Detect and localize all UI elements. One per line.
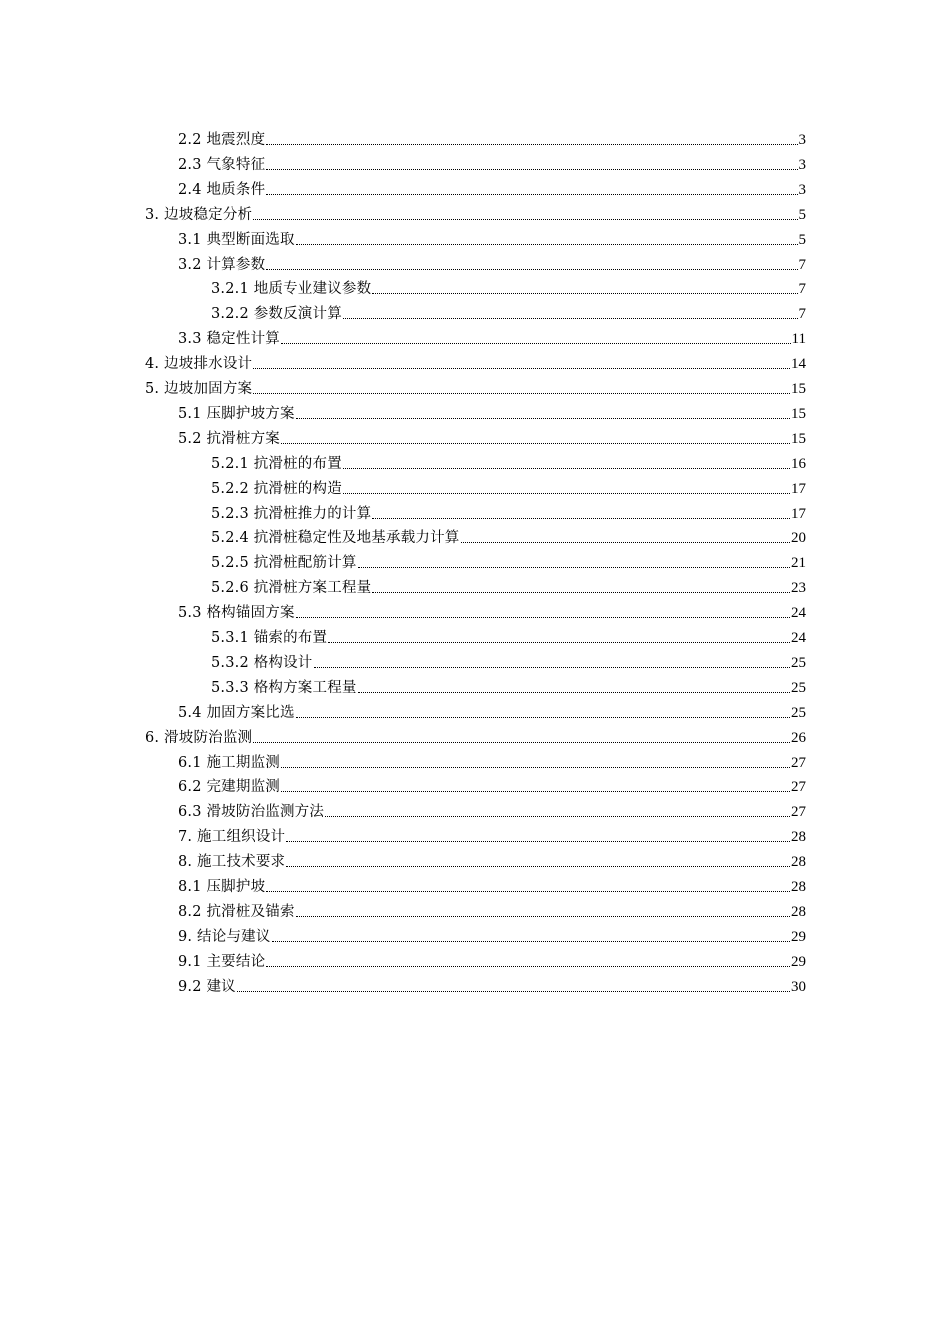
toc-entry[interactable] [178, 174, 806, 199]
toc-dot-leader [343, 317, 798, 319]
toc-dot-leader [296, 915, 790, 917]
toc-entry[interactable] [211, 473, 806, 498]
toc-entry-title: 3.2 计算参数 [178, 256, 266, 273]
toc-dot-leader [286, 865, 790, 867]
toc-dot-leader [286, 840, 790, 842]
toc-entry[interactable] [211, 672, 806, 697]
toc-entry[interactable] [178, 398, 806, 423]
toc-dot-leader [296, 616, 790, 618]
toc-entry-page-number: 26 [791, 729, 806, 746]
toc-entry-page-number: 27 [791, 754, 806, 771]
toc-entry-page-number: 30 [791, 978, 806, 995]
toc-entry-title: 8. 施工技术要求 [178, 854, 286, 871]
toc-entry-page-number: 29 [791, 928, 806, 945]
toc-entry-page-number: 27 [791, 779, 806, 796]
toc-dot-leader [253, 392, 790, 394]
toc-dot-leader [281, 342, 791, 344]
toc-dot-leader [358, 691, 790, 693]
toc-dot-leader [237, 990, 790, 992]
toc-entry-page-number: 25 [791, 679, 806, 696]
toc-dot-leader [372, 517, 790, 519]
toc-entry[interactable] [211, 522, 806, 547]
toc-entry-page-number: 28 [791, 854, 806, 871]
toc-entry[interactable] [211, 448, 806, 473]
toc-entry-page-number: 25 [791, 704, 806, 721]
toc-dot-leader [314, 666, 790, 668]
toc-dot-leader [266, 193, 797, 195]
toc-entry[interactable] [178, 224, 806, 249]
toc-dot-leader [343, 492, 790, 494]
toc-entry-title: 9.2 建议 [178, 978, 236, 995]
toc-entry[interactable] [178, 771, 806, 796]
toc-entry[interactable] [211, 298, 806, 323]
toc-entry-page-number: 16 [791, 455, 806, 472]
toc-entry-title: 5.3.3 格构方案工程量 [211, 679, 357, 696]
toc-entry-page-number: 11 [791, 331, 806, 348]
toc-entry[interactable] [178, 971, 806, 996]
toc-entry[interactable] [211, 498, 806, 523]
toc-entry-page-number: 28 [791, 879, 806, 895]
toc-entry-title: 5.2.2 抗滑桩的构造 [211, 480, 342, 497]
toc-dot-leader [281, 442, 790, 444]
toc-entry[interactable] [178, 871, 806, 896]
toc-entry[interactable] [145, 348, 806, 373]
toc-entry-page-number: 27 [791, 804, 806, 821]
toc-entry-title: 2.3 气象特征 [178, 156, 266, 173]
toc-entry-title: 5.4 加固方案比选 [178, 704, 295, 721]
toc-entry-title: 7. 施工组织设计 [178, 829, 286, 846]
toc-entry[interactable] [211, 273, 806, 298]
toc-entry[interactable] [211, 547, 806, 572]
toc-dot-leader [372, 591, 790, 593]
toc-dot-leader [343, 467, 790, 469]
toc-entry[interactable] [178, 921, 806, 946]
toc-entry-title: 9.1 主要结论 [178, 953, 266, 970]
toc-entry-title: 6.2 完建期监测 [178, 779, 280, 796]
toc-entry-title: 3.2.1 地质专业建议参数 [211, 281, 372, 298]
toc-dot-leader [461, 541, 790, 543]
toc-entry-page-number: 17 [791, 480, 806, 497]
toc-entry-title: 3.1 典型断面选取 [178, 231, 295, 248]
toc-dot-leader [272, 940, 790, 942]
toc-entry-title: 5.2.4 抗滑桩稳定性及地基承载力计算 [211, 530, 460, 547]
toc-dot-leader [328, 641, 790, 643]
toc-entry-page-number: 7 [798, 306, 806, 323]
toc-entry-page-number: 3 [798, 156, 806, 173]
toc-entry-page-number: 5 [798, 231, 806, 248]
toc-entry-title: 6.3 滑坡防治监测方法 [178, 804, 325, 821]
toc-entry-page-number: 3 [798, 132, 806, 148]
toc-dot-leader [266, 268, 797, 270]
toc-entry-title: 5.1 压脚护坡方案 [178, 405, 295, 422]
toc-entry-title: 5.3 格构锚固方案 [178, 605, 295, 622]
toc-entry[interactable] [211, 572, 806, 597]
toc-entry[interactable] [211, 622, 806, 647]
toc-entry-page-number: 20 [791, 530, 806, 547]
toc-dot-leader [296, 243, 798, 245]
toc-entry-page-number: 15 [791, 381, 806, 397]
toc-dot-leader [266, 965, 790, 967]
toc-entry-page-number: 5 [798, 206, 806, 223]
toc-entry[interactable] [178, 946, 806, 971]
toc-entry-page-number: 24 [791, 630, 806, 646]
toc-dot-leader [281, 766, 790, 768]
toc-dot-leader [372, 292, 797, 294]
toc-entry-title: 5.2.1 抗滑桩的布置 [211, 455, 342, 472]
toc-entry[interactable] [211, 647, 806, 672]
toc-entry-title: 5.2.3 抗滑桩推力的计算 [211, 505, 372, 522]
toc-entry-title: 5.2.6 抗滑桩方案工程量 [211, 580, 372, 597]
toc-entry[interactable] [178, 124, 806, 149]
toc-entry-title: 5.3.2 格构设计 [211, 654, 313, 671]
toc-entry-page-number: 28 [791, 829, 806, 846]
toc-entry-title: 8.1 压脚护坡 [178, 879, 266, 895]
toc-entry-page-number: 7 [798, 281, 806, 298]
toc-entry-title: 3. 边坡稳定分析 [145, 206, 253, 223]
toc-entry[interactable] [178, 423, 806, 448]
toc-entry-title: 5. 边坡加固方案 [145, 381, 253, 397]
toc-entry[interactable] [178, 896, 806, 921]
toc-entry[interactable] [145, 199, 806, 224]
toc-entry[interactable] [178, 846, 806, 871]
toc-dot-leader [253, 218, 797, 220]
toc-entry[interactable] [178, 597, 806, 622]
toc-entry-title: 9. 结论与建议 [178, 928, 271, 945]
toc-dot-leader [325, 815, 790, 817]
toc-dot-leader [296, 417, 790, 419]
toc-entry-title: 5.2 抗滑桩方案 [178, 430, 280, 447]
toc-entry-page-number: 24 [791, 605, 806, 622]
toc-entry[interactable] [178, 323, 806, 348]
toc-dot-leader [253, 741, 790, 743]
toc-dot-leader [266, 168, 797, 170]
toc-dot-leader [266, 890, 790, 892]
toc-entry-page-number: 15 [791, 430, 806, 447]
toc-entry-page-number: 28 [791, 903, 806, 920]
toc-entry-page-number: 29 [791, 953, 806, 970]
toc-entry[interactable] [178, 796, 806, 821]
toc-entry-title: 3.2.2 参数反演计算 [211, 306, 342, 323]
toc-entry[interactable] [178, 249, 806, 274]
toc-entry-title: 4. 边坡排水设计 [145, 356, 253, 373]
toc-entry-page-number: 17 [791, 505, 806, 522]
toc-entry-page-number: 3 [798, 181, 806, 198]
toc-entry-title: 2.2 地震烈度 [178, 132, 266, 148]
toc-entry-title: 6.1 施工期监测 [178, 754, 280, 771]
toc-entry-page-number: 25 [791, 654, 806, 671]
toc-entry-page-number: 21 [791, 555, 806, 572]
toc-dot-leader [296, 716, 790, 718]
toc-entry-page-number: 14 [791, 356, 806, 373]
toc-dot-leader [358, 566, 790, 568]
toc-entry-page-number: 23 [791, 580, 806, 597]
toc-dot-leader [266, 143, 797, 145]
toc-entry[interactable] [178, 149, 806, 174]
toc-entry[interactable] [145, 722, 806, 747]
toc-entry-page-number: 7 [798, 256, 806, 273]
toc-entry[interactable] [178, 747, 806, 772]
toc-entry[interactable] [145, 373, 806, 398]
toc-entry-title: 2.4 地质条件 [178, 181, 266, 198]
toc-entry-title: 5.2.5 抗滑桩配筋计算 [211, 555, 357, 572]
toc-dot-leader [281, 790, 790, 792]
toc-entry[interactable] [178, 821, 806, 846]
toc-entry-title: 6. 滑坡防治监测 [145, 729, 253, 746]
toc-entry-title: 3.3 稳定性计算 [178, 331, 280, 348]
toc-dot-leader [253, 367, 790, 369]
toc-entry[interactable] [178, 697, 806, 722]
toc-entry-title: 8.2 抗滑桩及锚索 [178, 903, 295, 920]
toc-entry-title: 5.3.1 锚索的布置 [211, 630, 328, 646]
toc-entry-page-number: 15 [791, 405, 806, 422]
